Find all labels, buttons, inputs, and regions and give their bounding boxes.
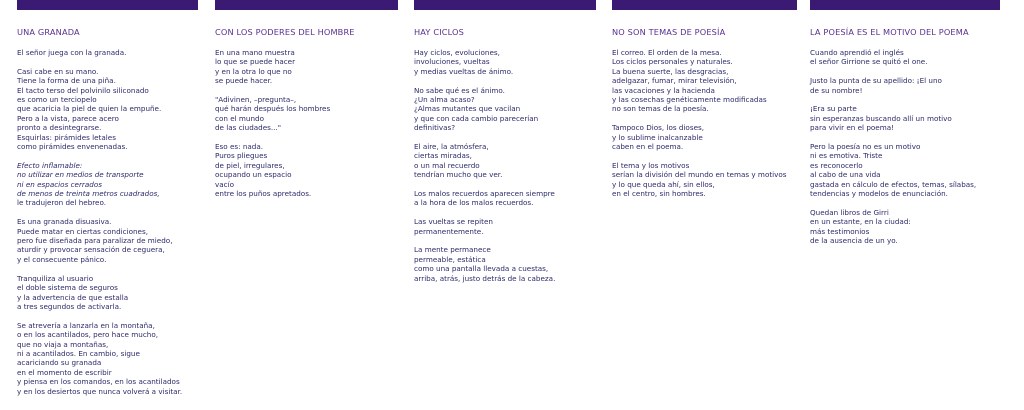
poem-line: Puede matar en ciertas condiciones, xyxy=(17,226,148,236)
poem-line: pronto a desintegrarse. xyxy=(17,123,102,133)
poem-line: a la hora de los malos recuerdos. xyxy=(414,198,534,208)
poem-stanza xyxy=(17,321,198,396)
column-header-bar xyxy=(215,0,398,10)
poem-title: LA POESÍA ES EL MOTIVO DEL POEMA xyxy=(810,27,969,37)
poem-line: como una pantalla llevada a cuestas, xyxy=(414,264,549,274)
poem-line: adelgazar, fumar, mirar televisión, xyxy=(612,76,737,86)
poem-stanza xyxy=(612,123,797,151)
poem-line: en el centro, sin hombres. xyxy=(612,189,706,199)
poem-line: caben en el poema. xyxy=(612,142,684,152)
poem-line: Las vueltas se repiten xyxy=(414,217,493,227)
poem-line: el doble sistema de seguros xyxy=(17,283,118,293)
poem-line: Cuando aprendió el inglés xyxy=(810,48,904,57)
poem-line: y la advertencia de que estalla xyxy=(17,292,129,302)
poem-line: en el momento de escribir xyxy=(17,367,112,377)
poem-line: y que con cada cambio parecerían xyxy=(414,113,539,123)
poem-line: pero fue diseñada para paralizar de miedo, xyxy=(17,236,173,246)
poem-line: Tranquiliza al usuario xyxy=(17,273,94,283)
poem-stanza xyxy=(215,142,398,198)
poem-title: HAY CICLOS xyxy=(414,27,464,37)
poem-line: no son temas de la poesía. xyxy=(612,104,709,114)
poem-line: Es una granada disuasiva. xyxy=(17,217,112,227)
poem-stanza xyxy=(810,104,1000,132)
column-header-bar xyxy=(414,0,596,10)
poem-line: que acaricia la piel de quien la empuñe. xyxy=(17,104,162,114)
poem-line: de piel, irregulares, xyxy=(215,160,285,170)
poem-line: Quedan libros de Girri xyxy=(810,207,889,217)
poem-line: de su nombre! xyxy=(810,85,863,95)
poem-stanza xyxy=(612,161,797,199)
poem-line: para vivir en el poema! xyxy=(810,123,894,133)
poem-line: Eso es: nada. xyxy=(215,142,264,152)
poem-line: tendencias y modelos de enunciación. xyxy=(810,189,948,199)
poem-line: ocupando un espacio xyxy=(215,170,292,180)
poem-stanza xyxy=(17,67,198,152)
poem-line: Tiene la forma de una piña. xyxy=(17,76,116,86)
poem-stanza xyxy=(414,48,596,76)
poem-line: entre los puños apretados. xyxy=(215,189,312,199)
poem-line: Tampoco Dios, los dioses, xyxy=(612,123,705,133)
poem-line: En una mano muestra xyxy=(215,48,295,57)
poem-line: qué harán después los hombres xyxy=(215,104,331,114)
poem-line: La buena suerte, las desgracias, xyxy=(612,66,729,76)
poem-title: UNA GRANADA xyxy=(17,27,80,37)
poem-line: ¡Era su parte xyxy=(810,104,857,114)
poem-line: Esquirlas: pirámides letales xyxy=(17,132,116,142)
poem-line: en un estante, en la ciudad: xyxy=(810,217,911,227)
poem-line: de las ciudades..." xyxy=(215,123,282,133)
poem-line: y en la otra lo que no xyxy=(215,66,292,76)
poem-stanza xyxy=(810,48,1000,67)
poem-line: serían la división del mundo en temas y motivos xyxy=(612,170,787,180)
poem-line: y el consecuente pánico. xyxy=(17,254,107,264)
poem-line: ni es emotiva. Triste xyxy=(810,151,883,161)
poem-line: se puede hacer. xyxy=(215,76,273,86)
poem-line: ¿Almas mutantes que vacilan xyxy=(414,104,521,114)
poem-line: El aire, la atmósfera, xyxy=(414,142,489,152)
poem-stanza xyxy=(414,142,596,180)
poem-line: o en los acantilados, pero hace mucho, xyxy=(17,330,159,340)
poem-line: y en los desiertos que nunca volverá a visitar. xyxy=(17,386,183,396)
poem-line: permeable, estática xyxy=(414,254,486,264)
poem-line: arriba, atrás, justo detrás de la cabeza. xyxy=(414,273,556,283)
poem-line: El tacto terso del polvinilo siliconado xyxy=(17,85,149,95)
poem-title: NO SON TEMAS DE POESÍA xyxy=(612,27,726,37)
poem-line: ni en espacios cerrados xyxy=(17,179,103,189)
poem-line: más testimonios xyxy=(810,226,870,236)
poem-stanza xyxy=(810,76,1000,95)
poem-line: permanentemente. xyxy=(414,226,484,236)
poem-stanza xyxy=(17,161,198,208)
poem-line: y piensa en los comandos, en los acantilados xyxy=(17,377,180,387)
poem-stanza xyxy=(215,48,398,86)
poem-stanza xyxy=(414,86,596,133)
poem-line: no utilizar en medios de transporte xyxy=(17,170,144,180)
poem-line: las vacaciones y la hacienda xyxy=(612,85,715,95)
poem-line: ciertas miradas, xyxy=(414,151,472,161)
poem-line: Efecto inflamable: xyxy=(17,160,83,170)
poem-line: es reconocerlo xyxy=(810,160,863,170)
poem-line: Pero la poesía no es un motivo xyxy=(810,142,921,152)
poem-line: con el mundo xyxy=(215,113,264,123)
poem-line: como pirámides envenenadas. xyxy=(17,142,128,152)
poem-line: El tema y los motivos xyxy=(612,160,690,170)
poem-line: Los ciclos personales y naturales. xyxy=(612,57,733,67)
column-header-bar xyxy=(612,0,797,10)
poem-stanza xyxy=(414,189,596,208)
poem-column xyxy=(215,0,398,410)
poem-line: Hay ciclos, evoluciones, xyxy=(414,48,500,57)
poem-stanza xyxy=(17,217,198,264)
poem-line: Se atrevería a lanzarla en la montaña, xyxy=(17,320,155,330)
poem-line: Pero a la vista, parece acero xyxy=(17,113,119,123)
poem-line: acariciando su granada xyxy=(17,358,102,368)
column-header-bar xyxy=(17,0,198,10)
poem-body xyxy=(17,48,198,396)
poem-line: de la ausencia de un yo. xyxy=(810,236,898,246)
poem-line: y medias vueltas de ánimo. xyxy=(414,66,514,76)
poem-stanza xyxy=(414,217,596,236)
poem-line: Casi cabe en su mano. xyxy=(17,66,99,76)
poem-line: definitivas? xyxy=(414,123,456,133)
poem-stanza xyxy=(810,208,1000,246)
poem-line: a tres segundos de activarla. xyxy=(17,301,122,311)
poem-line: le tradujeron del hebreo. xyxy=(17,198,107,208)
poem-line: lo que se puede hacer xyxy=(215,57,296,67)
poem-line: gastada en cálculo de efectos, temas, sílabas, xyxy=(810,179,977,189)
poem-column xyxy=(414,0,596,410)
poem-stanza xyxy=(17,274,198,312)
poem-column xyxy=(612,0,797,410)
poem-line: El señor juega con la granada. xyxy=(17,48,127,57)
poem-stanza xyxy=(810,142,1000,198)
poem-column xyxy=(810,0,1000,410)
poem-line: La mente permanece xyxy=(414,245,491,255)
poem-line: al cabo de una vida xyxy=(810,170,881,180)
poem-line: y las cosechas genéticamente modificadas xyxy=(612,95,767,105)
poem-line: tendrían mucho que ver. xyxy=(414,170,503,180)
poem-body xyxy=(810,48,1000,245)
poem-line: y lo que queda ahí, sin ellos, xyxy=(612,179,715,189)
poem-column xyxy=(17,0,198,410)
poem-line: aturdir y provocar sensación de ceguera, xyxy=(17,245,165,255)
poem-title: CON LOS PODERES DEL HOMBRE xyxy=(215,27,355,37)
poem-line: ni a acantilados. En cambio, sigue xyxy=(17,348,140,358)
poem-line: Los malos recuerdos aparecen siempre xyxy=(414,189,555,199)
poem-line: El correo. El orden de la mesa. xyxy=(612,48,722,57)
poem-line: o un mal recuerdo xyxy=(414,160,480,170)
poem-stanza xyxy=(215,95,398,133)
poem-stanza xyxy=(612,48,797,114)
poem-line: el señor Girrione se quitó el one. xyxy=(810,57,928,67)
poem-line: sin esperanzas buscando allí un motivo xyxy=(810,113,952,123)
poem-line: y lo sublime inalcanzable xyxy=(612,132,703,142)
poem-line: involuciones, vueltas xyxy=(414,57,490,67)
column-header-bar xyxy=(810,0,1000,10)
poem-line: vacío xyxy=(215,179,235,189)
poem-body xyxy=(612,48,797,198)
poem-stanza xyxy=(414,245,596,283)
poem-line: "Adivinen, –pregunta–, xyxy=(215,95,297,105)
poem-line: Justo la punta de su apellido: ¡El uno xyxy=(810,76,942,86)
poem-line: ¿Un alma acaso? xyxy=(414,95,475,105)
poem-line: es como un terciopelo xyxy=(17,95,97,105)
poem-line: No sabe qué es el ánimo. xyxy=(414,85,505,95)
poem-body xyxy=(414,48,596,283)
poem-line: que no viaja a montañas, xyxy=(17,339,109,349)
poem-line: de menos de treinta metros cuadrados, xyxy=(17,189,160,199)
poem-stanza xyxy=(17,48,198,57)
poem-body xyxy=(215,48,398,198)
poem-line: Puros pliegues xyxy=(215,151,268,161)
